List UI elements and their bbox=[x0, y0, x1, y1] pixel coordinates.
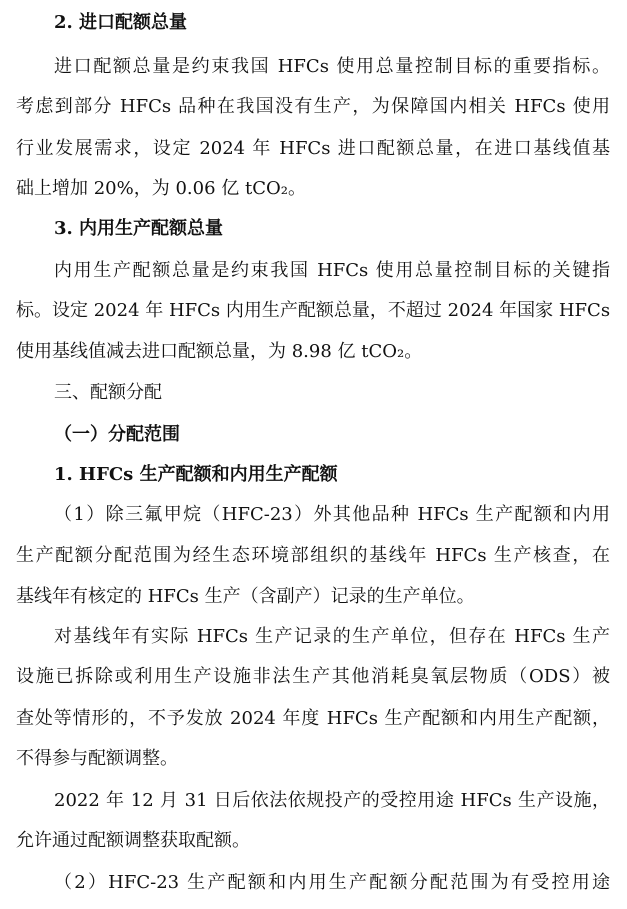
paragraph-line: 行业发展需求，设定 2024 年 HFCs 进口配额总量，在进口基线值基 bbox=[16, 138, 610, 159]
paragraph-line: 2022 年 12 月 31 日后依法依规投产的受控用途 HFCs 生产设施， bbox=[54, 790, 610, 811]
paragraph-line: 允许通过配额调整获取配额。 bbox=[16, 830, 250, 851]
paragraph-line: 基线年有核定的 HFCs 生产（含副产）记录的生产单位。 bbox=[16, 586, 475, 607]
paragraph-line: 对基线年有实际 HFCs 生产记录的生产单位，但存在 HFCs 生产 bbox=[54, 626, 610, 647]
section-heading-internal-quota: 3. 内用生产配额总量 bbox=[54, 218, 224, 239]
paragraph-line: 使用基线值减去进口配额总量，为 8.98 亿 tCO₂。 bbox=[16, 341, 423, 362]
paragraph-line: （2）HFC-23 生产配额和内用生产配额分配范围为有受控用途 bbox=[54, 872, 610, 893]
paragraph-line: 生产配额分配范围为经生态环境部组织的基线年 HFCs 生产核查，在 bbox=[16, 545, 610, 566]
paragraph-line: 考虑到部分 HFCs 品种在我国没有生产，为保障国内相关 HFCs 使用 bbox=[16, 96, 610, 117]
subsection-heading: 1. HFCs 生产配额和内用生产配额 bbox=[54, 464, 338, 485]
paragraph-line: 内用生产配额总量是约束我国 HFCs 使用总量控制目标的关键指 bbox=[54, 260, 610, 281]
paragraph-line: 进口配额总量是约束我国 HFCs 使用总量控制目标的重要指标。 bbox=[54, 56, 610, 77]
chapter-heading: 三、配额分配 bbox=[54, 382, 162, 403]
section-heading-import-quota: 2. 进口配额总量 bbox=[54, 12, 188, 33]
paragraph-line: 不得参与配额调整。 bbox=[16, 748, 178, 769]
paragraph-line: 设施已拆除或利用生产设施非法生产其他消耗臭氧层物质（ODS）被 bbox=[16, 666, 610, 687]
paragraph-line: 础上增加 20%，为 0.06 亿 tCO₂。 bbox=[16, 178, 306, 199]
paragraph-line: 查处等情形的，不予发放 2024 年度 HFCs 生产配额和内用生产配额， bbox=[16, 708, 610, 729]
paragraph-line: 标。设定 2024 年 HFCs 内用生产配额总量，不超过 2024 年国家 HFCs bbox=[16, 300, 611, 321]
subchapter-heading: （一）分配范围 bbox=[54, 424, 180, 445]
paragraph-line: （1）除三氟甲烷（HFC-23）外其他品种 HFCs 生产配额和内用 bbox=[54, 504, 610, 525]
